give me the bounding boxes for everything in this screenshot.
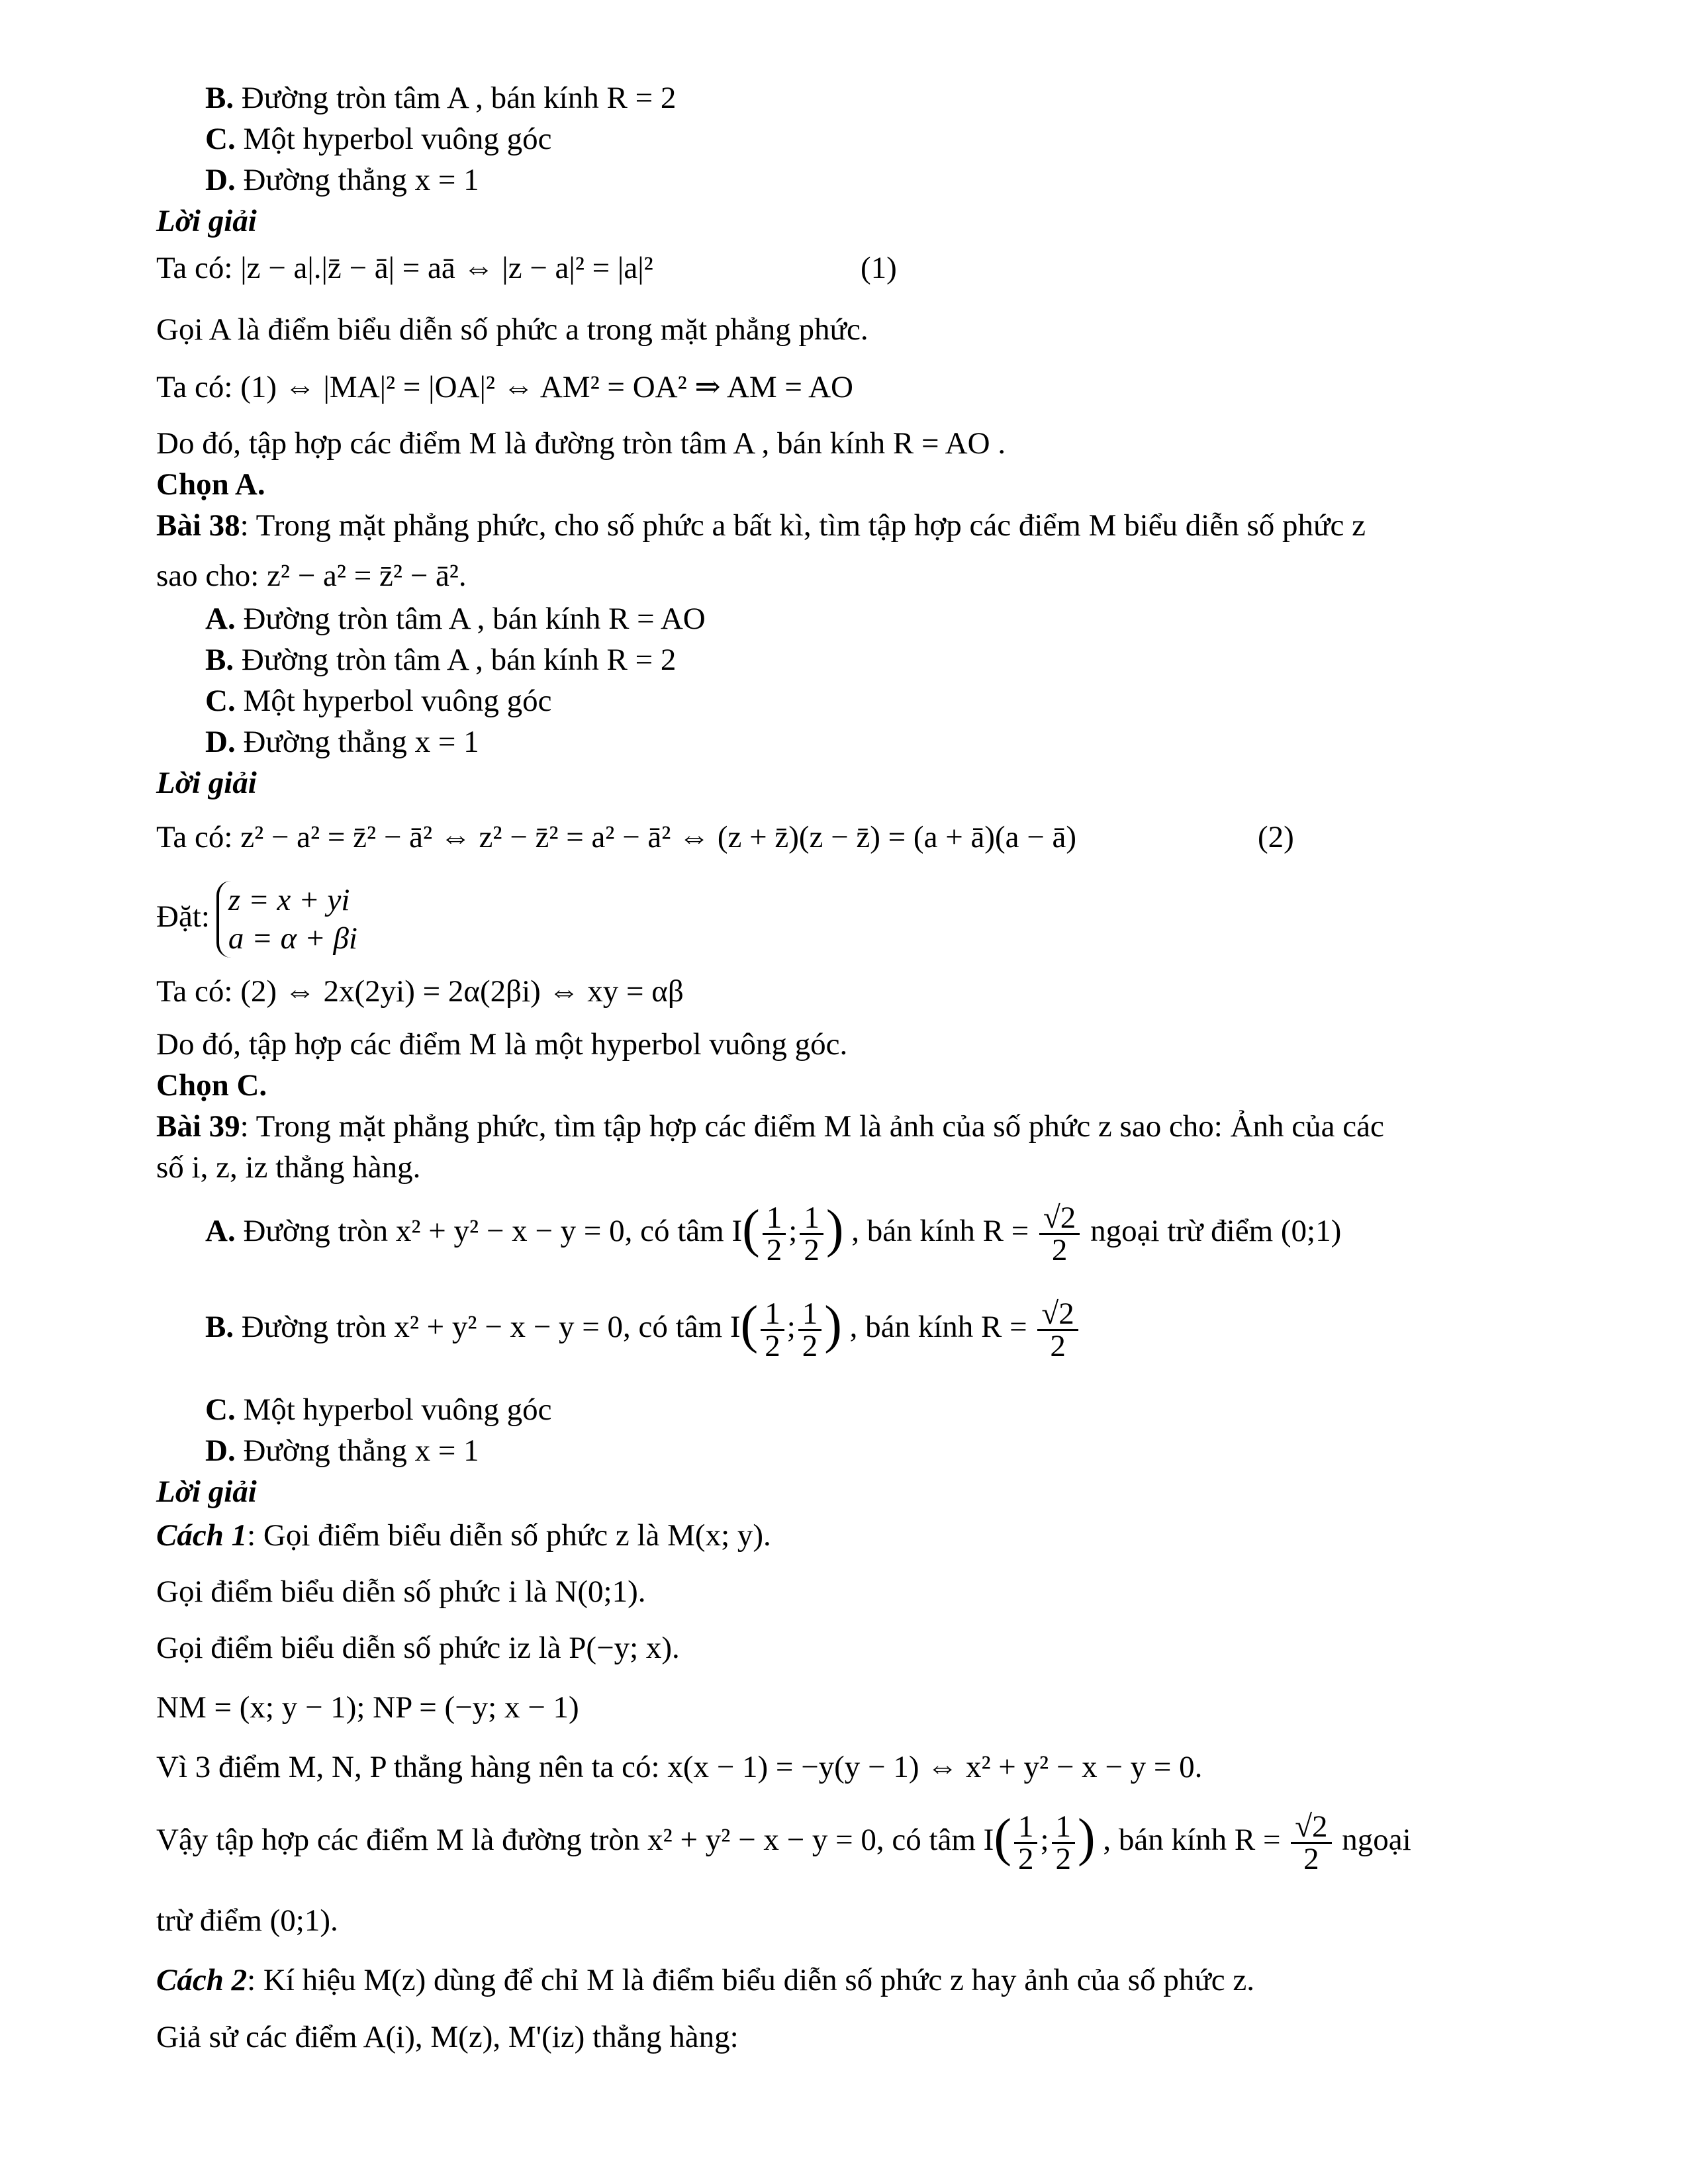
- problem-statement: Bài 39: Trong mặt phẳng phức, tìm tập hợp các điểm M là ảnh của số phức z sao cho: Ảnh của các: [156, 1109, 1384, 1144]
- vector-line: NM = (x; y − 1); NP = (−y; x − 1): [156, 1690, 579, 1725]
- option-a: A. Đường tròn tâm A , bán kính R = AO: [205, 602, 706, 636]
- conclusion-line: Vậy tập hợp các điểm M là đường tròn x² + y² − x − y = 0, có tâm I( $\frac{1}{2}$ ; $\frac{1}{2}$ ) , bán kính R = $\frac{√2}{2}$ ngoại: [156, 1809, 1411, 1876]
- option-c: C. Một hyperbol vuông góc: [205, 122, 552, 156]
- option-c: C. Một hyperbol vuông góc: [205, 1392, 552, 1427]
- solution-line: Ta có: |z − a|.|z̄ − ā| = aā ⇔ |z − a|² = |a|²: [156, 251, 653, 285]
- fraction: $\frac{1}{2}$: [763, 1203, 786, 1265]
- fraction: $\frac{√2}{2}$: [1291, 1811, 1331, 1874]
- method-line: Cách 2: Kí hiệu M(z) dùng để chỉ M là điểm biểu diễn số phức z hay ảnh của số phức z.: [156, 1963, 1255, 1997]
- equation-tag: (1): [861, 251, 897, 285]
- solution-line: Giả sử các điểm A(i), M(z), M'(iz) thẳng hàng:: [156, 2020, 739, 2054]
- answer-choice: Chọn A.: [156, 467, 265, 502]
- equation-tag: (2): [1258, 820, 1294, 854]
- solution-line: Ta có: (2) ⇔ 2x(2yi) = 2α(2βi) ⇔ xy = αβ: [156, 974, 684, 1009]
- solution-line: Gọi điểm biểu diễn số phức i là N(0;1).: [156, 1574, 646, 1609]
- option-d: D. Đường thẳng x = 1: [205, 163, 479, 197]
- option-b: B. Đường tròn tâm A , bán kính R = 2: [205, 643, 677, 677]
- solution-line: Gọi A là điểm biểu diễn số phức a trong mặt phẳng phức.: [156, 312, 868, 347]
- option-b: B. Đường tròn x² + y² − x − y = 0, có tâm I( $\frac{1}{2}$ ; $\frac{1}{2}$ ) , bán kính R = $\frac{√2}{2}$: [205, 1287, 1081, 1367]
- option-a: A. Đường tròn x² + y² − x − y = 0, có tâm I( $\frac{1}{2}$ ; $\frac{1}{2}$ ) , bán kính R = $\frac{√2}{2}$ ngoại trừ điểm (0;1): [205, 1200, 1342, 1267]
- option-d: D. Đường thẳng x = 1: [205, 725, 479, 759]
- substitution-system: Đặt: z = x + yi a = α + βi: [156, 877, 357, 958]
- solution-line: Do đó, tập hợp các điểm M là một hyperbol vuông góc.: [156, 1027, 848, 1062]
- problem-statement: số i, z, iz thẳng hàng.: [156, 1150, 421, 1185]
- fraction: $\frac{√2}{2}$: [1037, 1298, 1078, 1361]
- method-line: Cách 1: Gọi điểm biểu diễn số phức z là M(x; y).: [156, 1518, 771, 1553]
- fraction: $\frac{1}{2}$: [761, 1298, 784, 1361]
- answer-choice: Chọn C.: [156, 1068, 267, 1103]
- solution-heading: Lời giải: [156, 766, 257, 800]
- problem-statement: Bài 38: Trong mặt phẳng phức, cho số phức a bất kì, tìm tập hợp các điểm M biểu diễn số phức z: [156, 508, 1366, 543]
- fraction: $\frac{1}{2}$: [800, 1203, 823, 1265]
- solution-line: Vì 3 điểm M, N, P thẳng hàng nên ta có: x(x − 1) = −y(y − 1) ⇔ x² + y² − x − y = 0.: [156, 1750, 1203, 1784]
- solution-line: Ta có: z² − a² = z̄² − ā² ⇔ z² − z̄² = a² − ā² ⇔ (z + z̄)(z − z̄) = (a + ā)(a − ā): [156, 820, 1076, 854]
- fraction: $\frac{1}{2}$: [798, 1298, 822, 1361]
- problem-statement: sao cho: z² − a² = z̄² − ā².: [156, 559, 467, 593]
- option-d: D. Đường thẳng x = 1: [205, 1433, 479, 1468]
- solution-line: Gọi điểm biểu diễn số phức iz là P(−y; x).: [156, 1631, 680, 1665]
- solution-heading: Lời giải: [156, 204, 257, 238]
- fraction: $\frac{√2}{2}$: [1039, 1203, 1080, 1265]
- solution-heading: Lời giải: [156, 1475, 257, 1509]
- solution-line: Do đó, tập hợp các điểm M là đường tròn tâm A , bán kính R = AO .: [156, 426, 1006, 461]
- fraction: $\frac{1}{2}$: [1052, 1811, 1076, 1874]
- option-c: C. Một hyperbol vuông góc: [205, 684, 552, 718]
- solution-line: Ta có: (1) ⇔ |MA|² = |OA|² ⇔ AM² = OA² ⇒ AM = AO: [156, 370, 853, 404]
- solution-line: trừ điểm (0;1).: [156, 1903, 338, 1938]
- fraction: $\frac{1}{2}$: [1014, 1811, 1038, 1874]
- system-brace: z = x + yi a = α + βi: [216, 881, 357, 958]
- option-b: B. Đường tròn tâm A , bán kính R = 2: [205, 81, 677, 115]
